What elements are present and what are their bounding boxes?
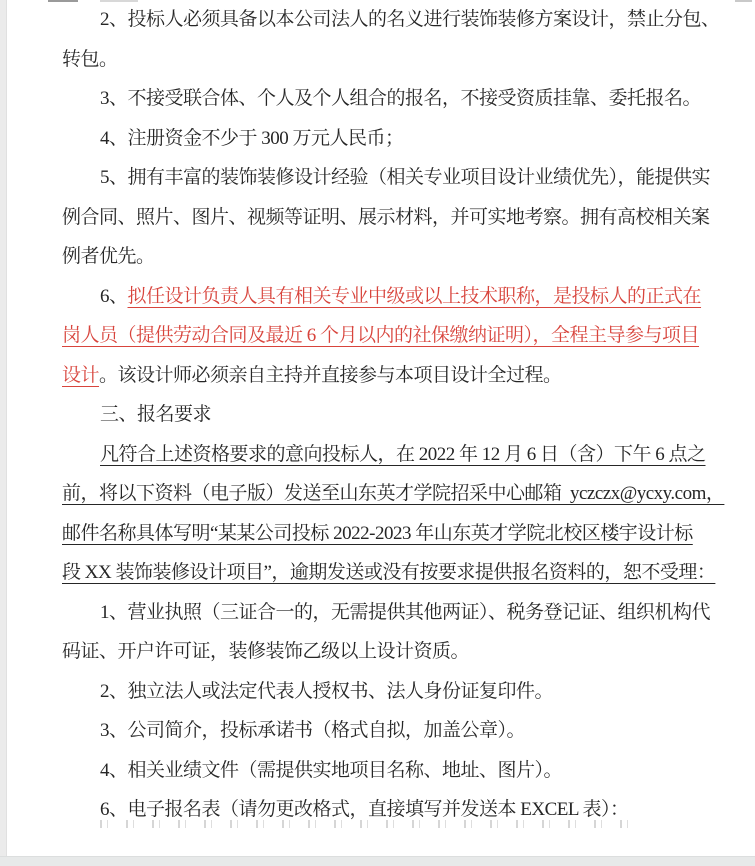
text-line: [62, 514, 702, 554]
red-underlined-text: 拟任设计负责人具有相关专业中级或以上技术职称，是投标人的正式在: [127, 285, 702, 307]
text-line: [62, 316, 702, 356]
text-segment: 4、注册资金不少于 300 万元人民币；: [100, 127, 404, 149]
text-segment: 6、: [100, 285, 128, 307]
text-line: [62, 395, 702, 435]
text-segment: 例者优先。: [62, 246, 155, 267]
text-segment: 例合同、照片、图片、视频等证明、展示材料，并可实地考察。拥有高校相关案: [62, 206, 710, 228]
text-line: [62, 711, 702, 751]
text-segment: 2、投标人必须具备以本公司法人的名义进行装饰装修方案设计，禁止分包、: [100, 9, 720, 30]
text-segment: 码证、开户许可证，装修装饰乙级以上设计资质。: [62, 641, 470, 662]
text-segment: 段 XX 装饰装修设计项目”，逾期发送或没有按要求提供报名资料的，恕不受理：: [62, 562, 716, 583]
text-segment: 。该设计师必须亲自主持并直接参与本项目设计全过程。: [99, 364, 562, 386]
text-segment: 2、独立法人或法定代表人授权书、法人身份证复印件。: [100, 680, 554, 702]
text-segment: 6、电子报名表（请勿更改格式，直接填写并发送本 EXCEL 表）：: [100, 799, 629, 820]
text-segment: 转包。: [62, 48, 118, 70]
text-line: [62, 593, 711, 633]
text-line: [62, 632, 702, 672]
text-line: [62, 237, 702, 277]
text-line: [62, 79, 702, 119]
text-segment: 5、拥有丰富的装饰装修设计经验（相关专业项目设计业绩优先），能提供实: [100, 167, 711, 188]
text-line: [62, 158, 711, 198]
red-underlined-text: 设计: [62, 364, 100, 386]
previous-line-remnant: [735, 0, 752, 2]
text-line: [62, 0, 720, 40]
clipped-next-line: [100, 820, 630, 828]
document-lines: [62, 0, 725, 830]
text-segment: 三、报名要求: [100, 404, 212, 425]
text-line: [62, 435, 706, 475]
window-edge-left: [0, 0, 7, 865]
text-line: [62, 553, 716, 593]
text-segment: 3、公司简介，投标承诺书（格式自拟，加盖公章）。: [100, 720, 526, 741]
text-line: [62, 751, 702, 791]
text-line: [62, 474, 725, 514]
text-segment: 前，将以下资料（电子版）发送至山东英才学院招采中心邮箱 yczczx@ycxy.com，: [62, 483, 725, 504]
text-line: [62, 198, 710, 238]
text-line: [62, 356, 702, 396]
text-segment: 4、相关业绩文件（需提供实地项目名称、地址、图片）。: [100, 759, 563, 781]
text-line: [62, 40, 702, 80]
red-underlined-text: 岗人员（提供劳动合同及最近 6 个月以内的社保缴纳证明），全程主导参与项目: [62, 325, 700, 346]
text-segment: 邮件名称具体写明“某某公司投标 2022-2023 年山东英才学院北校区楼宇设计标: [62, 522, 693, 544]
text-segment: 1、营业执照（三证合一的，无需提供其他两证）、税务登记证、组织机构代: [100, 601, 711, 623]
text-segment: 凡符合上述资格要求的意向投标人，在 2022 年 12 月 6 日（含）下午 6 点之: [100, 443, 706, 465]
text-line: [62, 119, 702, 159]
text-line: [62, 672, 702, 712]
text-segment: 3、不接受联合体、个人及个人组合的报名，不接受资质挂靠、委托报名。: [100, 88, 702, 109]
text-line: [62, 277, 702, 317]
